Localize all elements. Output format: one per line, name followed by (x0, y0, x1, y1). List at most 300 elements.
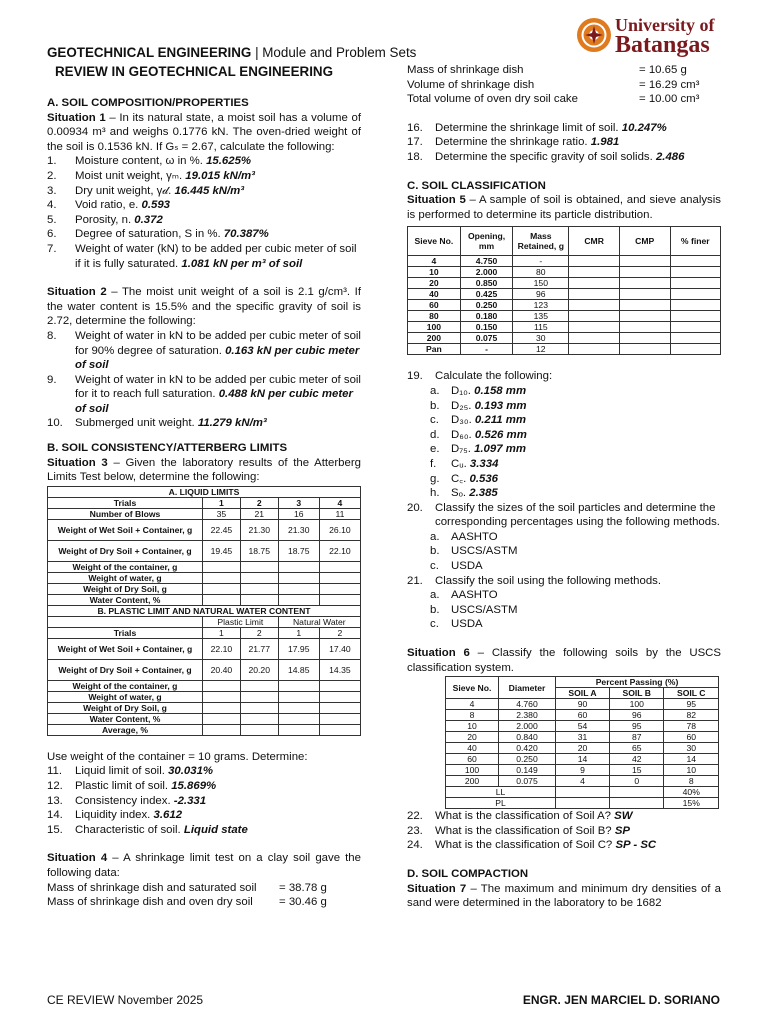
row-label: Average, % (48, 724, 203, 735)
question-answer: 10.247% (621, 121, 667, 134)
question-text (451, 603, 721, 618)
table-cell: 0.850 (460, 278, 513, 289)
column-header: SOIL C (664, 688, 719, 699)
table-cell (203, 583, 241, 594)
table-cell (240, 572, 278, 583)
question-prompt: D₆₀. (451, 428, 475, 441)
column-header: Sieve No. (446, 677, 499, 699)
table-row (48, 561, 361, 572)
question-item (407, 486, 721, 501)
table-row (48, 724, 361, 735)
question-text (451, 399, 721, 414)
question-prompt: Liquid limit of soil. (75, 765, 169, 778)
group-header: Natural Water (278, 616, 360, 627)
table-cell: 60 (408, 300, 461, 311)
table-cell (203, 702, 241, 713)
question-item (47, 373, 361, 417)
question-prompt: Plastic limit of soil. (75, 780, 172, 793)
table-cell: 26.10 (319, 519, 360, 540)
table-row (48, 702, 361, 713)
question-prompt: Sₒ. (451, 487, 470, 500)
table-cell: 42 (609, 754, 664, 765)
table-cell: 10 (664, 765, 719, 776)
table-row (446, 787, 719, 798)
question-text (75, 227, 361, 242)
table-cell: 200 (408, 333, 461, 344)
row-label: Water Content, % (48, 594, 203, 605)
question-text (75, 169, 361, 184)
table-cell: 30 (513, 333, 569, 344)
table-row (446, 798, 719, 809)
table-cell (203, 680, 241, 691)
table-cell (670, 278, 721, 289)
table-cell (319, 561, 360, 572)
situation-5-text: – A sample of soil is obtained, and sieve analysis is performed to determine its particle distribution. (407, 194, 721, 221)
question-21 (407, 574, 721, 632)
table-cell: 2 (319, 627, 360, 638)
table-cell (609, 798, 664, 809)
table-cell (670, 300, 721, 311)
question-number: 15. (47, 823, 63, 836)
table-cell: 9 (556, 765, 610, 776)
situation-2 (47, 285, 361, 329)
question-number: b. (430, 399, 440, 412)
table-cell: 14 (664, 754, 719, 765)
table-cell: 10 (408, 267, 461, 278)
table-cell (203, 713, 241, 724)
table-cell: 60 (556, 710, 610, 721)
row-label: Weight of Dry Soil, g (48, 583, 203, 594)
table-cell: 21.30 (278, 519, 319, 540)
question-item (407, 574, 721, 589)
question-item (47, 227, 361, 242)
question-item (47, 198, 361, 213)
table-cell: 100 (609, 699, 664, 710)
table-cell: 2 (240, 497, 278, 508)
question-text (451, 617, 721, 632)
question-answer: 15.869% (171, 780, 217, 793)
question-text (75, 154, 361, 169)
table-cell: 20.20 (240, 659, 278, 680)
question-text (451, 472, 721, 487)
table-row (408, 300, 721, 311)
question-text (435, 150, 721, 165)
question-20 (407, 501, 721, 574)
question-number: c. (430, 414, 439, 427)
question-text (75, 198, 361, 213)
table-cell (319, 691, 360, 702)
table-cell: 8 (446, 710, 499, 721)
question-prompt: Degree of saturation, S in %. (75, 228, 224, 241)
column-header: Opening, mm (460, 227, 513, 256)
data-label: Total volume of oven dry soil cake (407, 93, 578, 106)
question-number: 7. (47, 242, 57, 255)
table-cell (278, 583, 319, 594)
table-cell: 21.77 (240, 638, 278, 659)
question-answer: 0.211 mm (474, 414, 527, 427)
table-cell (569, 333, 620, 344)
table-row (446, 776, 719, 787)
question-item (47, 213, 361, 228)
table-cell (619, 311, 670, 322)
question-prompt: USCS/ASTM (451, 603, 518, 616)
question-number: h. (430, 487, 440, 500)
question-number: 5. (47, 213, 57, 226)
table-cell: 2.380 (499, 710, 556, 721)
table-cell: 0.150 (460, 322, 513, 333)
course-subtitle: | Module and Problem Sets (251, 45, 417, 60)
table-cell (203, 572, 241, 583)
table-cell (240, 583, 278, 594)
question-text (451, 442, 721, 457)
table-cell: 82 (664, 710, 719, 721)
data-row (47, 895, 361, 910)
table-row (48, 638, 361, 659)
question-item (47, 416, 361, 431)
table-row (446, 721, 719, 732)
question-prompt: D₂₅. (451, 399, 475, 412)
table-cell: 2.000 (499, 721, 556, 732)
question-item (407, 150, 721, 165)
table-cell (240, 594, 278, 605)
table-cell: 40 (446, 743, 499, 754)
question-text (451, 530, 721, 545)
course-title: GEOTECHNICAL ENGINEERING (47, 45, 252, 60)
university-seal-icon (576, 17, 612, 53)
column-header: CMR (569, 227, 620, 256)
table-cell (670, 256, 721, 267)
table-cell: 14.35 (319, 659, 360, 680)
question-text (435, 809, 721, 824)
table-cell (278, 680, 319, 691)
situation-5 (407, 193, 721, 222)
section-a-heading: A. SOIL COMPOSITION/PROPERTIES (47, 97, 249, 109)
table-cell (670, 322, 721, 333)
situation-3-instruction: Use weight of the container = 10 grams. Determine: (47, 750, 308, 763)
table-cell (619, 322, 670, 333)
table-row (408, 322, 721, 333)
question-answer: 2.385 (469, 487, 498, 500)
question-answer: SW (614, 810, 633, 823)
situation-5-label: Situation 5 (407, 194, 466, 207)
question-item (47, 794, 361, 809)
question-item (407, 121, 721, 136)
question-prompt: Determine the specific gravity of soil solids. (435, 150, 656, 163)
table-cell: 115 (513, 322, 569, 333)
table-row (48, 659, 361, 680)
question-number: a. (430, 589, 440, 602)
question-item (407, 442, 721, 457)
table-cell (619, 289, 670, 300)
table-cell: - (513, 256, 569, 267)
table-cell (278, 691, 319, 702)
table-cell (569, 344, 620, 355)
column-header: Mass Retained, g (513, 227, 569, 256)
table-cell (319, 572, 360, 583)
table-cell (240, 713, 278, 724)
document-title (47, 45, 416, 61)
table-cell: 2 (240, 627, 278, 638)
question-item (47, 764, 361, 779)
question-item (407, 384, 721, 399)
question-prompt: Weight of water (kN) to be added per cubic meter of soil if it is fully saturated. (75, 242, 357, 270)
question-item (47, 779, 361, 794)
question-number: a. (430, 384, 440, 397)
table-cell (278, 713, 319, 724)
question-prompt: Moist unit weight, γₘ. (75, 169, 186, 182)
footer-left: CE REVIEW November 2025 (47, 993, 204, 1007)
data-value: = 10.00 cm³ (639, 93, 700, 106)
table-row (48, 497, 361, 508)
table-cell (240, 561, 278, 572)
table-cell: Pan (408, 344, 461, 355)
question-prompt: Moisture content, ω in %. (75, 155, 207, 168)
question-text (435, 135, 721, 150)
question-text (451, 559, 721, 574)
question-prompt: Determine the shrinkage ratio. (435, 136, 591, 149)
group-header: Plastic Limit (203, 616, 279, 627)
table-cell: 20.40 (203, 659, 241, 680)
data-value: = 10.65 g (639, 64, 687, 76)
table-cell: 4 (408, 256, 461, 267)
table-cell: 0.075 (460, 333, 513, 344)
question-text (75, 184, 361, 199)
question-item (47, 184, 361, 199)
question-prompt: C꜀. (451, 472, 470, 485)
question-number: 12. (47, 780, 63, 793)
situation-1-label: Situation 1 (47, 111, 106, 124)
question-answer: 0.193 mm (474, 399, 527, 412)
question-number: 19. (407, 370, 423, 383)
table-cell (203, 561, 241, 572)
row-label: Weight of water, g (48, 691, 203, 702)
table-header-row (446, 677, 719, 688)
university-logo (576, 15, 726, 58)
question-prompt: Liquidity index. (75, 809, 154, 822)
shrinkage-data-right (407, 63, 721, 107)
table-cell: 30 (664, 743, 719, 754)
question-item (407, 559, 721, 574)
question-text (435, 121, 721, 136)
sieve-analysis-table (407, 226, 721, 355)
data-value: = 30.46 g (279, 896, 327, 909)
question-text (451, 457, 721, 472)
table-cell: 40 (408, 289, 461, 300)
question-number: f. (430, 457, 437, 470)
question-number: 17. (407, 136, 423, 149)
situation-7-label: Situation 7 (407, 882, 467, 895)
table-cell: 35 (203, 508, 241, 519)
question-number: 16. (407, 121, 423, 134)
question-item (407, 501, 721, 530)
table-cell: 22.10 (203, 638, 241, 659)
table-cell (670, 311, 721, 322)
table-cell (319, 583, 360, 594)
table-cell (278, 594, 319, 605)
question-text (451, 384, 721, 399)
question-number: 24. (407, 839, 423, 852)
question-item (407, 530, 721, 545)
table-cell (619, 333, 670, 344)
question-answer: 1.097 mm (474, 443, 526, 456)
table-row (48, 508, 361, 519)
question-answer: Liquid state (183, 823, 248, 836)
question-prompt: What is the classification of Soil C? (435, 839, 616, 852)
shrinkage-data-left (47, 881, 361, 910)
question-answer: SP (614, 824, 631, 837)
question-item (407, 838, 721, 853)
table-title: A. LIQUID LIMITS (48, 486, 361, 497)
question-answer: 70.387% (223, 228, 269, 241)
question-answer: 0.163 kN per cubic meter of soil (75, 344, 360, 372)
question-number: 6. (47, 228, 57, 241)
question-item (407, 399, 721, 414)
table-row (408, 333, 721, 344)
table-row (48, 583, 361, 594)
table-cell: 96 (513, 289, 569, 300)
table-cell: 0.420 (499, 743, 556, 754)
row-label: LL (446, 787, 556, 798)
table-cell (569, 256, 620, 267)
table-row (446, 710, 719, 721)
table-cell (203, 594, 241, 605)
question-prompt: Weight of water in kN to be added per cubic meter of soil for it to reach full saturation. (75, 373, 361, 401)
row-label: Water Content, % (48, 713, 203, 724)
situation-1-questions (47, 154, 361, 271)
question-number: 13. (47, 794, 63, 807)
question-number: 1. (47, 155, 57, 168)
question-number: 10. (47, 417, 63, 430)
column-header: Diameter (499, 677, 556, 699)
table-cell (278, 724, 319, 735)
table-row (48, 519, 361, 540)
section-b-heading: B. SOIL CONSISTENCY/ATTERBERG LIMITS (47, 442, 288, 455)
question-answer: SP - SC (615, 839, 657, 852)
table-cell: 18.75 (278, 540, 319, 561)
table-cell (319, 702, 360, 713)
section-c-heading: C. SOIL CLASSIFICATION (407, 179, 546, 192)
question-prompt: USDA (451, 618, 483, 631)
atterberg-table (47, 486, 361, 736)
question-prompt: AASHTO (451, 530, 498, 543)
table-cell: 1 (203, 627, 241, 638)
table-row (446, 765, 719, 776)
table-row (48, 572, 361, 583)
table-cell (278, 702, 319, 713)
left-column (47, 96, 361, 910)
question-answer: 11.279 kN/m³ (197, 417, 267, 430)
table-cell: 0.250 (499, 754, 556, 765)
table-row (446, 743, 719, 754)
table-cell: 0.425 (460, 289, 513, 300)
question-item (47, 823, 361, 838)
table-cell (203, 724, 241, 735)
situation-4-text: – A shrinkage limit test on a clay soil gave the following data: (47, 852, 361, 879)
table-cell (619, 267, 670, 278)
table-cell: 96 (609, 710, 664, 721)
question-text (75, 242, 361, 271)
table-cell (670, 333, 721, 344)
question-number: 11. (47, 765, 62, 778)
situation-1-text: – In its natural state, a moist soil has a volume of 0.00934 m³ and weighs 0.1776 kN. The oven-dried weight of the soil is 0.1536 kN. If Gₛ = 2.67, calculate the following: (47, 111, 361, 153)
table-group-row (48, 616, 361, 627)
situation-3 (47, 456, 361, 485)
question-item (407, 428, 721, 443)
table-cell: 0 (609, 776, 664, 787)
question-text (75, 823, 361, 838)
question-text (435, 824, 721, 839)
column-header: Percent Passing (%) (556, 677, 719, 688)
situation-7-text: – The maximum and minimum dry densities of a sand were determined in the laboratory to be 1682 (407, 882, 721, 910)
row-label: Weight of water, g (48, 572, 203, 583)
question-prompt: USDA (451, 560, 483, 573)
question-prompt: D₃₀. (451, 414, 475, 427)
question-number: d. (430, 428, 440, 441)
table-cell (619, 300, 670, 311)
situation-1 (47, 111, 361, 155)
table-cell: 1 (203, 497, 241, 508)
table-row (48, 594, 361, 605)
table-cell (319, 680, 360, 691)
table-cell: 90 (556, 699, 610, 710)
table-cell: 0.180 (460, 311, 513, 322)
data-value: = 16.29 cm³ (639, 78, 700, 91)
table-cell (240, 702, 278, 713)
situation-3-questions (47, 764, 361, 837)
question-number: 21. (407, 574, 423, 587)
question-text (75, 779, 361, 794)
question-prompt: Determine the shrinkage limit of soil. (435, 121, 622, 134)
data-value: = 38.78 g (279, 881, 327, 894)
data-row (47, 881, 361, 896)
question-item (407, 135, 721, 150)
table-cell: 4 (319, 497, 360, 508)
table-cell: 87 (609, 732, 664, 743)
table-cell: 14.85 (278, 659, 319, 680)
table-cell: 65 (609, 743, 664, 754)
question-item (47, 329, 361, 373)
question-answer: -2.331 (173, 794, 207, 807)
table-cell: 4.750 (460, 256, 513, 267)
column-header: % finer (670, 227, 721, 256)
question-text: Calculate the following: (435, 370, 553, 383)
question-number: b. (430, 603, 440, 616)
table-cell: 200 (446, 776, 499, 787)
table-cell (278, 572, 319, 583)
table-row (48, 627, 361, 638)
table-row (48, 540, 361, 561)
table-cell (240, 680, 278, 691)
question-answer: 3.612 (153, 809, 183, 822)
question-item (407, 472, 721, 487)
table-cell: 11 (319, 508, 360, 519)
question-item (407, 824, 721, 839)
question-text (75, 416, 361, 431)
table-cell: 2.000 (460, 267, 513, 278)
table-row (408, 256, 721, 267)
situation-4-label: Situation 4 (47, 852, 108, 865)
question-text (75, 794, 361, 809)
question-text (435, 838, 721, 853)
table-row (48, 713, 361, 724)
table-cell: 19.45 (203, 540, 241, 561)
table-cell (619, 344, 670, 355)
table-title-row (48, 605, 361, 616)
table-cell: 22.10 (319, 540, 360, 561)
table-cell (556, 787, 610, 798)
table-cell: 22.45 (203, 519, 241, 540)
review-heading: REVIEW IN GEOTECHNICAL ENGINEERING (55, 64, 334, 79)
